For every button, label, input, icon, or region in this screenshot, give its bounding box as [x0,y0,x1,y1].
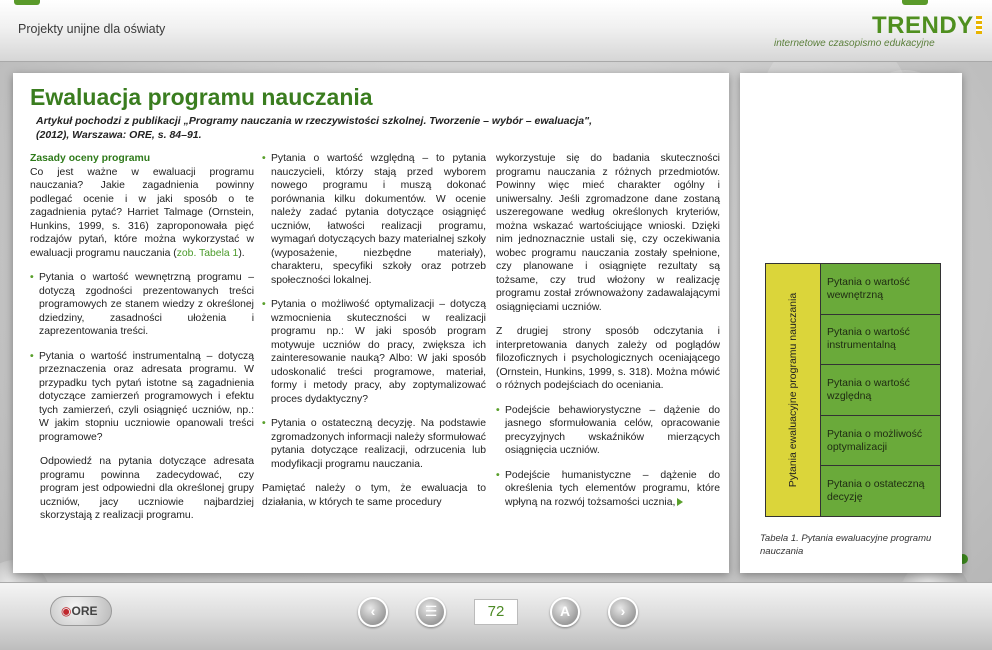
next-page-button[interactable] [608,597,638,627]
bullet-icon: • [30,350,34,362]
section-heading: Zasady oceny programu [30,153,151,164]
article-subtitle: Artykuł pochodzi z publikacji „Programy nauczania w rzeczywistości szkolnej. Tworzenie – wybór – ewaluacja", (2012), Warszawa: ORE, s. 84–91. [36,115,593,141]
intro-end: ). [238,247,245,259]
paragraph: Odpowiedź na pytania dotyczące adresata programu powinna zadecydować, czy program jest odpowiedni dla określonej grupy uczniów, jacy uczniowie najbardziej skorzystają z realizacji programu. [40,456,254,521]
font-size-icon: A [559,603,571,619]
page-number: 72 [474,599,518,625]
font-size-button[interactable] [550,597,580,627]
paragraph: Z drugiej strony sposób odczytania i interpretowania danych zależy od poglądów filozoficznych i psychologicznych oceniającego (Ornstein, Hunkins, 1999, s. 318). Można mówić o różnych podejściach do oceniania. [496,326,720,391]
prev-page-button[interactable] [358,597,388,627]
list-item-text: Pytania o wartość instrumentalną – dotyczą przeznaczenia oraz adresata programu. W przypadku tych pytań istotne są zagadnienia dotyczące zamierzeń programowych i efektu tych zamierzeń, czyli osiągnięć uczniów, np.: W jakim stopniu uczniowie opanowali treści programowe? [39,350,254,443]
table-side-label: Pytania ewaluacyjne programu nauczania [787,292,799,488]
paragraph: wykorzystuje się do badania skuteczności programu nauczania z różnych przedmiotów. Powinny więc mieć charakter ogólny i uniwersalny. Jeśli zgromadzone dane zostaną uszeregowane według określonych kryteriów, można wskazać wartościujące wnioski. Dzięki nim jednoznacznie ustali się, czy oczekiwania wobec programu nauczania zostały spełnione, czy planowane i osiągnięte rezultaty są tożsame, czy trud włożony w realizację programu został zrównoważony zadawalającymi osiągnięciami uczniów. [496,153,720,313]
list-item-text: Pytania o wartość wewnętrzną programu – dotyczą zgodności prezentowanych treści programowych ze stanem wiedzy z określonej dziedziny, zasadności ułożenia i zaprezentowania treści. [39,272,254,337]
list-item [30,350,254,445]
bullet-icon: • [496,469,500,481]
logo-bars-icon [976,16,982,34]
site-name[interactable]: Projekty unijne dla oświaty [18,22,166,36]
list-item [496,469,720,510]
ore-logo-mark-icon: ◉ [61,604,72,618]
bullet-icon: • [262,299,266,310]
table-cell: Pytania o możliwość optymalizacji [821,416,940,467]
table-link[interactable]: zob. Tabela 1 [176,247,239,259]
header-bar [0,0,992,62]
chevron-right-icon: › [620,603,626,619]
continue-arrow-icon[interactable] [677,498,683,506]
chevron-left-icon: ‹ [370,603,376,619]
list-item [262,417,486,471]
menu-icon: ☰ [424,603,438,619]
logo-text: TRENDY [872,12,974,39]
paragraph: Pamiętać należy o tym, że ewaluacja to działania, w których te same procedury [262,483,486,508]
table-cell: Pytania o wartość instrumentalną [821,315,940,366]
trendy-logo[interactable] [872,12,982,40]
page-title: Ewaluacja programu nauczania [30,84,373,110]
menu-button[interactable] [416,597,446,627]
list-item [496,404,720,458]
article-column-2 [262,152,486,520]
table-cell: Pytania o wartość względną [821,365,940,416]
table-cells [821,264,940,516]
logo-subtitle: internetowe czasopismo edukacyjne [774,38,935,49]
table-cell: Pytania o ostateczną decyzję [821,466,940,516]
article-column-3 [496,152,720,520]
list-item-text: Podejście behawiorystyczne – dążenie do jasnego sformułowania celów, opracowanie precyzyjnych wskaźników mierzących osiągnięcia uczniów. [505,404,720,456]
bullet-icon: • [496,404,500,416]
bullet-icon: • [262,418,266,429]
list-item [30,271,254,339]
ore-logo[interactable] [50,596,112,626]
ore-logo-text: ORE [71,604,98,618]
evaluation-table [765,263,941,517]
table-side-label-cell [766,264,821,516]
intro-text: Co jest ważne w ewaluacji programu nauczania? Jakie zagadnienia powinny podlegać ocenie i w jaki sposób o te zagadnienia pytać? Harriet Talmage (Ornstein, Hunkins, 1999, s. 316) zaproponowała pięć rodzajów pytań, które można wykorzystać w ewaluacji programu nauczania ( [30,166,254,259]
table-caption: Tabela 1. Pytania ewaluacyjne programu nauczania [760,533,932,557]
bullet-icon: • [262,153,266,164]
bullet-icon: • [30,272,34,283]
list-item [262,152,486,287]
table-cell: Pytania o wartość wewnętrzną [821,264,940,315]
article-column-1 [30,152,254,534]
list-item [262,298,486,406]
list-item-text: Pytania o ostateczną decyzję. Na podstawie zgromadzonych informacji należy sformułować pytania dotyczące realizacji, odrzucenia lub modyfikacji programu nauczania. [271,418,486,470]
header-accent [14,0,40,5]
list-item-text: Podejście humanistyczne – dążenie do określenia tych elementów programu, które wpłyną na rozwój tożsamości ucznia, [505,469,720,508]
header-accent [902,0,928,5]
list-item-text: Pytania o wartość względną – to pytania nauczycieli, którzy stają przed wyborem nowego programu i muszą dokonać porównania kilku dokumentów. W ocenie należy zadać pytania dotyczące osiągnięć uczniów, łatwości realizacji programu, wymagań dotyczących bazy materialnej szkoły (wyposażenie, niezbędne materiały), charakteru, specyfiki szkoły oraz potrzeb społeczności lokalnej. [271,153,486,286]
list-item-text: Pytania o możliwość optymalizacji – dotyczą wzmocnienia skuteczności w realizacji programu np.: W jaki sposób program motywuje uczniów do pracy, zwiększa ich zainteresowanie nauką? Albo: W jaki sposób udoskonalić treści programowe, materiał, formy i metody pracy, aby zoptymalizować proces dydaktyczny? [271,299,486,405]
